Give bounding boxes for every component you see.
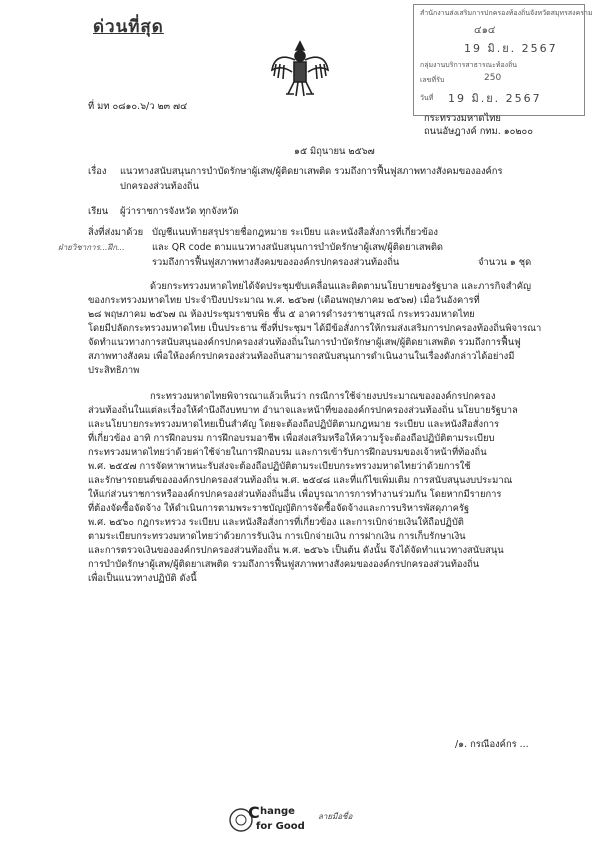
para2-line: ให้แก่ส่วนราชการหรือองค์กรปกครองส่วนท้องถิ่นอื่น เพื่อบูรณาการการทำงานร่วมกัน โดยหากมีรายการ <box>88 489 502 500</box>
enclosure-line-3: รวมถึงการฟื้นฟูสภาพทางสังคมขององค์กรปกครองส่วนท้องถิ่น <box>152 257 400 268</box>
para2-line: และนโยบายกระทรวงมหาดไทยเป็นสำคัญ โดยจะต้องถือปฏิบัติตามกฎหมาย ระเบียบ และหนังสือสั่งการ <box>88 419 500 430</box>
letter-date: ๑๕ มิถุนายน ๒๕๖๗ <box>294 146 375 157</box>
para2-line: กระทรวงมหาดไทยพิจารณาแล้วเห็นว่า กรณีการใช้จ่ายงบประมาณขององค์กรปกครอง <box>150 391 496 402</box>
para1-line: จัดทำแนวทางการสนับสนุนองค์กรปกครองส่วนท้องถิ่นในการบำบัดรักษาผู้เสพ/ผู้ติดยาเสพติด รวมถึงการฟื้นฟู <box>88 337 521 348</box>
para2-line: กระทรวงมหาดไทยว่าด้วยค่าใช้จ่ายในการฝึกอบรม และการเข้ารับการฝึกอบรมของเจ้าหน้าที่ท้องถิ่น <box>88 447 487 458</box>
garuda-emblem-icon <box>268 36 332 100</box>
para2-line: การบำบัดรักษาผู้เสพ/ผู้ติดยาเสพติด รวมถึงการฟื้นฟูสภาพทางสังคมขององค์กรปกครองส่วนท้องถิ่น <box>88 559 480 570</box>
stamp-org: สำนักงานส่งเสริมการปกครองท้องถิ่นจังหวัดสมุทรสงคราม <box>420 9 593 17</box>
para2-line: ส่วนท้องถิ่นในแต่ละเรื่องให้คำนึงถึงบทบาท อำนาจและหน้าที่ขององค์กรปกครองส่วนท้องถิ่น นโยบายรัฐบาล <box>88 405 518 416</box>
enclosure-count: จำนวน ๑ ชุด <box>478 257 532 268</box>
para2-line: พ.ศ. ๒๕๖๐ กฎกระทรวง ระเบียบ และหนังสือสั่งการที่เกี่ยวข้อง และการเบิกจ่ายเงินให้ถือปฏิบัติ <box>88 517 464 528</box>
para1-line: ด้วยกระทรวงมหาดไทยได้จัดประชุมขับเคลื่อนและติดตามนโยบายของรัฐบาล และภารกิจสำคัญ <box>150 281 531 292</box>
stamp-received-no-label: เลขที่รับ <box>420 76 445 84</box>
salutation-label: เรียน <box>88 206 109 217</box>
change-for-good-logo <box>228 803 328 843</box>
stamp-received-date: 19 มิ.ย. 2567 <box>448 92 542 105</box>
para1-line: สภาพทางสังคม เพื่อให้องค์กรปกครองส่วนท้องถิ่นสามารถสนับสนุนการดำเนินงานในเรื่องดังกล่าวได้อย่างมี <box>88 351 515 362</box>
footer-signature: ลายมือชื่อ <box>318 812 353 821</box>
urgency-label: ด่วนที่สุด <box>93 17 164 37</box>
enclosure-label: สิ่งที่ส่งมาด้วย <box>88 227 144 238</box>
stamp-date: 19 มิ.ย. 2567 <box>464 42 558 55</box>
subject-line-1: แนวทางสนับสนุนการบำบัดรักษาผู้เสพ/ผู้ติดยาเสพติด รวมถึงการฟื้นฟูสภาพทางสังคมขององค์กร <box>120 166 503 177</box>
para2-line: เพื่อเป็นแนวทางปฏิบัติ ดังนี้ <box>88 573 197 584</box>
logo-letter: C <box>248 803 260 822</box>
subject-label: เรื่อง <box>88 166 107 177</box>
para2-line: ตามระเบียบกระทรวงมหาดไทยว่าด้วยการรับเงิน การเบิกจ่ายเงิน การฝากเงิน การเก็บรักษาเงิน <box>88 531 466 542</box>
receipt-stamp <box>413 4 593 116</box>
recipient: ผู้ว่าราชการจังหวัด ทุกจังหวัด <box>120 206 239 217</box>
para2-line: พ.ศ. ๒๕๕๗ การจัดหาพาหนะรับส่งจะต้องถือปฏิบัติตามระเบียบกระทรวงมหาดไทยว่าด้วยการใช้ <box>88 461 471 472</box>
continuation-marker: /๑. กรณีองค์กร ... <box>455 739 529 750</box>
stamp-number: ๔๑๔ <box>474 25 496 36</box>
handwritten-margin-note: ฝ่ายวิชาการ...ฝึก... <box>58 243 125 252</box>
sender-ministry: กระทรวงมหาดไทย <box>424 113 501 124</box>
para1-line: ของกระทรวงมหาดไทย ประจำปีงบประมาณ พ.ศ. ๒๕๖๗ (เดือนพฤษภาคม ๒๕๖๗) เมื่อวันอังคารที่ <box>88 295 480 306</box>
logo-text-line-1: hange <box>260 806 295 817</box>
stamp-received-date-label: วันที่ <box>420 94 434 102</box>
para1-line: โดยมีปลัดกระทรวงมหาดไทย เป็นประธาน ซึ่งที่ประชุมฯ ได้มีข้อสั่งการให้กรมส่งเสริมการปกครองท้องถิ่นพิจารณา <box>88 323 542 334</box>
para1-line: ๒๘ พฤษภาคม ๒๕๖๗ ณ ห้องประชุมราชบพิธ ชั้น ๕ อาคารดำรงราชานุสรณ์ กระทรวงมหาดไทย <box>88 309 475 320</box>
para2-line: ที่เกี่ยวข้อง อาทิ การฝึกอบรม การฝึกอบรมอาชีพ เพื่อส่งเสริมหรือให้ความรู้จะต้องถือปฏิบัติตามระเบียบ <box>88 433 495 444</box>
para2-line: ที่ต้องจัดซื้อจัดจ้าง ให้ดำเนินการตามพระราชบัญญัติการจัดซื้อจัดจ้างและการบริหารพัสดุภาครัฐ <box>88 503 470 514</box>
enclosure-line-1: บัญชีแนบท้ายสรุปรายชื่อกฎหมาย ระเบียบ และหนังสือสั่งการที่เกี่ยวข้อง <box>152 227 438 238</box>
para2-line: และรักษารถยนต์ขององค์กรปกครองส่วนท้องถิ่น พ.ศ. ๒๕๔๘ และที่แก้ไขเพิ่มเติม การสนับสนุนงบประมาณ <box>88 475 513 486</box>
para1-line: ประสิทธิภาพ <box>88 365 140 376</box>
enclosure-line-2: และ QR code ตามแนวทางสนับสนุนการบำบัดรักษาผู้เสพ/ผู้ติดยาเสพติด <box>152 242 444 253</box>
logo-text-line-2: for Good <box>256 821 305 832</box>
para2-line: และการตรวจเงินขององค์กรปกครองส่วนท้องถิ่น พ.ศ. ๒๕๖๖ เป็นต้น ดังนั้น จึงได้จัดทำแนวทางสนับสนุน <box>88 545 504 556</box>
stamp-received-no: 250 <box>484 73 502 83</box>
sender-address: ถนนอัษฎางค์ กทม. ๑๐๒๐๐ <box>424 126 533 137</box>
subject-line-2: ปกครองส่วนท้องถิ่น <box>120 181 200 192</box>
reference-number: ที่ มท ๐๘๑๐.๖/ว ๒๓ ๗๔ <box>88 101 188 112</box>
stamp-division: กลุ่มงานบริการสาธารณะท้องถิ่น <box>420 61 518 69</box>
